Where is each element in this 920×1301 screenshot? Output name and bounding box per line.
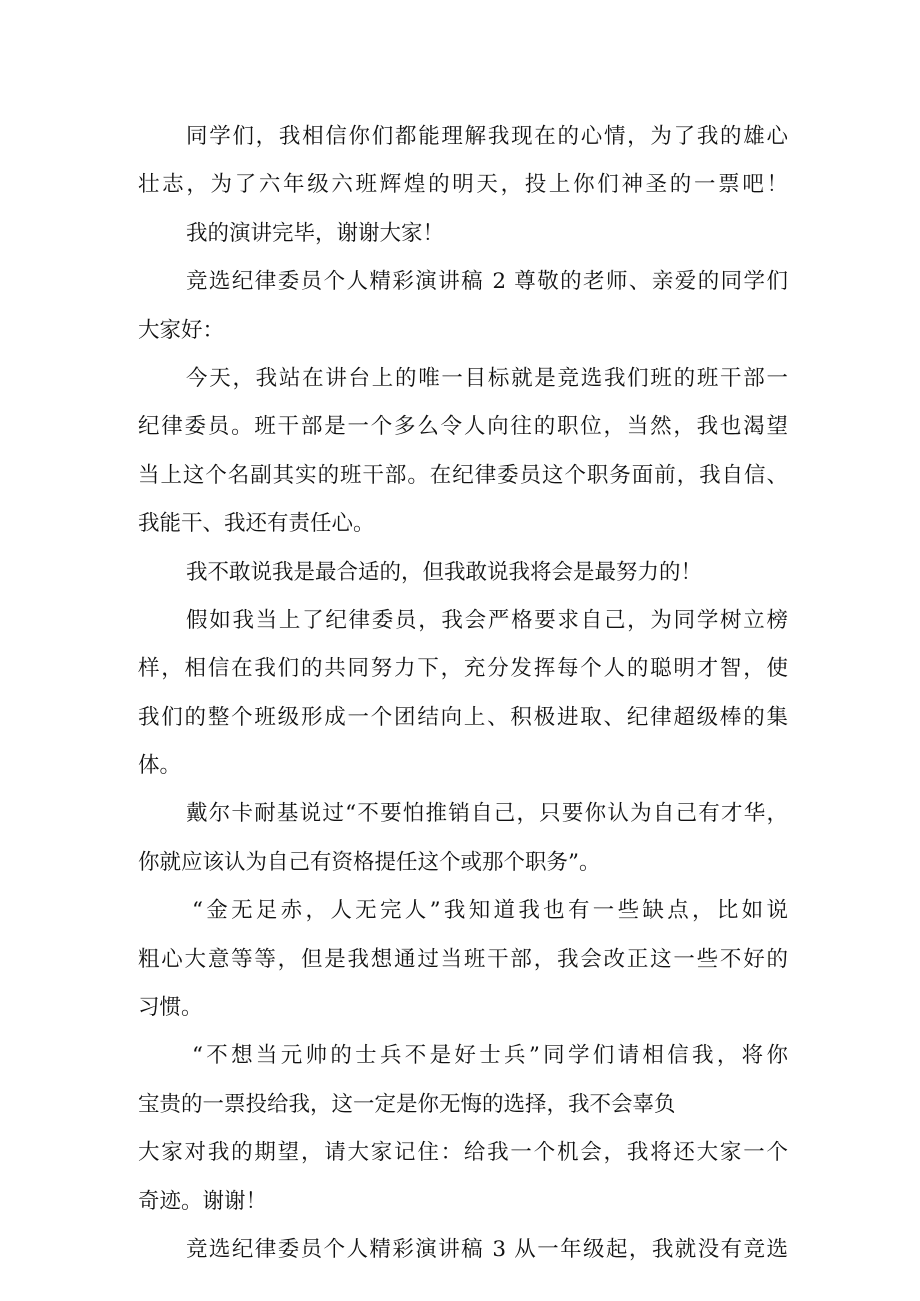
text-line: 当上这个名副其实的班干部。在纪律委员这个职务面前，我自信、 <box>138 462 788 488</box>
text-line: 你就应该认为自己有资格提任这个或那个职务”。 <box>138 849 601 875</box>
text-line: 同学们，我相信你们都能理解我现在的心情，为了我的雄心 <box>186 124 788 149</box>
text-line: 我们的整个班级形成一个团结向上、积极进取、纪律超级棒的集 <box>138 704 788 730</box>
text-line: “不想当元帅的士兵不是好士兵”同学们请相信我，将你 <box>192 1043 788 1069</box>
text-line: 我能干、我还有责任心。 <box>138 511 375 537</box>
text-line: 纪律委员。班干部是一个多么令人向往的职位，当然，我也渴望 <box>138 414 788 440</box>
text-line: 宝贵的一票投给我，这一定是你无悔的选择，我不会辜负 <box>138 1091 676 1117</box>
text-line: 粗心大意等等，但是我想通过当班干部，我会改正这一些不好的 <box>138 946 788 972</box>
text-line: 壮志，为了六年级六班辉煌的明天，投上你们神圣的一票吧！ <box>138 172 788 198</box>
text-line: 体。 <box>138 753 182 779</box>
text-line: 假如我当上了纪律委员，我会严格要求自己，为同学树立榜 <box>186 607 788 633</box>
text-line: 大家好： <box>138 317 225 343</box>
text-line: 我的演讲完毕，谢谢大家！ <box>186 220 445 246</box>
document-body <box>138 113 788 1274</box>
text-line: 戴尔卡耐基说过“不要怕推销自己，只要你认为自己有才华， <box>186 801 788 827</box>
text-line: 我不敢说我是最合适的，但我敢说我将会是最努力的！ <box>186 559 703 585</box>
text-line: 竞选纪律委员个人精彩演讲稿 2 尊敬的老师、亲爱的同学们 <box>186 269 788 295</box>
text-line: 样，相信在我们的共同努力下，充分发挥每个人的聪明才智，使 <box>138 656 788 682</box>
text-line: 习惯。 <box>138 995 203 1021</box>
text-line: 今天，我站在讲台上的唯一目标就是竞选我们班的班干部一 <box>186 365 788 391</box>
text-line: 奇迹。谢谢！ <box>138 1188 268 1214</box>
text-line: 大家对我的期望，请大家记住：给我一个机会，我将还大家一个 <box>138 1140 788 1166</box>
text-line: “金无足赤，人无完人”我知道我也有一些缺点，比如说 <box>192 898 788 924</box>
text-line: 竞选纪律委员个人精彩演讲稿 3 从一年级起，我就没有竞选 <box>186 1236 788 1262</box>
